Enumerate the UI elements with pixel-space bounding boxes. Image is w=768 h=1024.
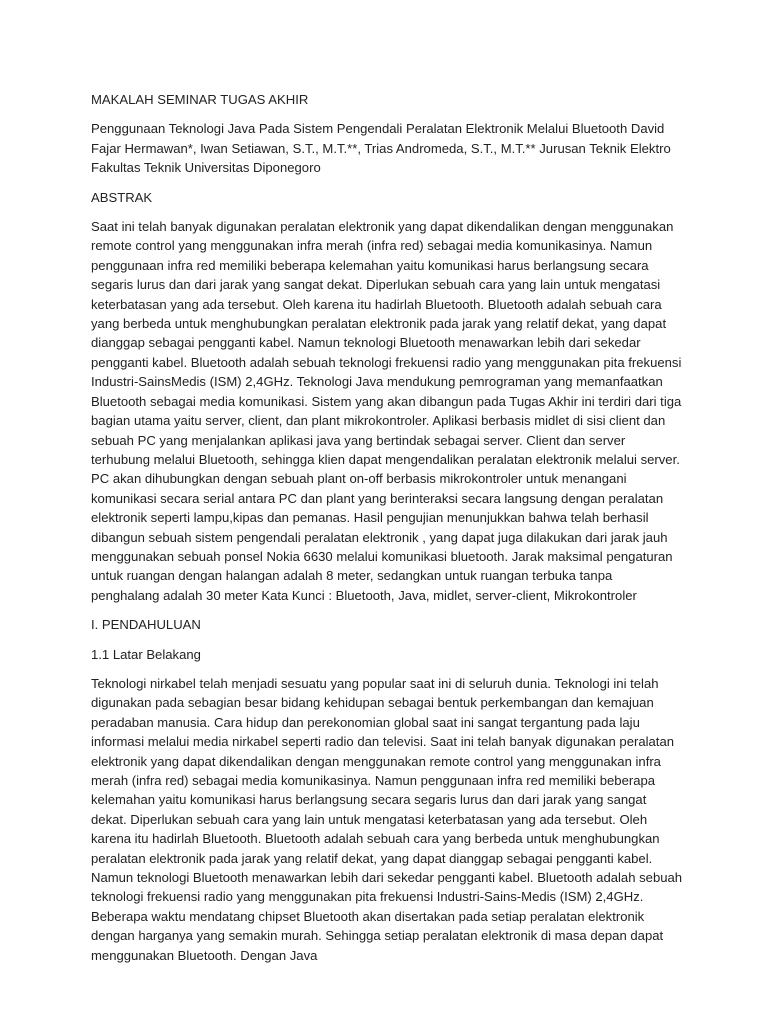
abstract-heading: ABSTRAK (91, 189, 153, 205)
subsection-heading: 1.1 Latar Belakang (91, 646, 201, 662)
section-heading: I. PENDAHULUAN (91, 617, 201, 633)
abstract-paragraph: Saat ini telah banyak digunakan peralatan elektronik yang dapat dikendalikan dengan menggunakan remote control yang menggunakan infra merah (infra red) sebagai media komunikasinya. Namun penggunaan infra red memiliki beberapa kelemahan yaitu komunikasi harus berlangsung secara segaris lurus dan dari jarak yang sangat dekat. Diperlukan sebuah cara yang lain untuk mengatasi keterbatasan yang ada tersebut. Oleh karena itu hadirlah Bluetooth. Bluetooth adalah sebuah cara yang berbeda untuk menghubungkan peralatan elektronik pada jarak yang relatif dekat, yang dapat dianggap sebagai pengganti kabel. Namun teknologi Bluetooth menawarkan lebih dari sekedar pengganti kabel. Bluetooth adalah sebuah teknologi frekuensi radio yang menggunakan pita frekuensi Industri-SainsMedis (ISM) 2,4GHz. Teknologi Java mendukung pemrograman yang memanfaatkan Bluetooth sebagai media komunikasi. Sistem yang akan dibangun pada Tugas Akhir ini terdiri dari tiga bagian utama yaitu server, client, dan plant mikrokontroler. Aplikasi berbasis midlet di sisi client dan sebuah PC yang menjalankan aplikasi java yang bertindak sebagai server. Client dan server terhubung melalui Bluetooth, sehingga klien dapat mengendalikan peralatan elektronik melalui server. PC akan dihubungkan dengan sebuah plant on-off berbasis mikrokontroler untuk menangani komunikasi secara serial antara PC dan plant yang berinteraksi secara langsung dengan peralatan elektronik seperti lampu,kipas dan pemanas. Hasil pengujian menunjukkan bahwa telah berhasil dibangun sebuah sistem pengendali peralatan elektronik , yang dapat juga dilakukan dari jarak jauh menggunakan sebuah ponsel Nokia 6630 melalui komunikasi bluetooth. Jarak maksimal pengaturan untuk ruangan dengan halangan adalah 8 meter, sedangkan untuk ruangan terbuka tanpa penghalang adalah 30 meter Kata Kunci : Bluetooth, Java, midlet, server-client, Mikrokontroler (91, 219, 682, 603)
intro-paragraph: Teknologi nirkabel telah menjadi sesuatu yang popular saat ini di seluruh dunia. Teknologi ini telah digunakan pada sebagian besar bidang kehidupan sebagai bentuk perkembangan dan kemajuan peradaban manusia. Cara hidup dan perekonomian global saat ini sangat tergantung pada laju informasi melalui media nirkabel seperti radio dan televisi. Saat ini telah banyak digunakan peralatan elektronik yang dapat dikendalikan dengan menggunakan remote control yang menggunakan infra merah (infra red) sebagai media komunikasinya. Namun penggunaan infra red memiliki beberapa kelemahan yaitu komunikasi harus berlangsung secara segaris lurus dan dari jarak yang sangat dekat. Diperlukan sebuah cara yang lain untuk mengatasi keterbatasan yang ada tersebut. Oleh karena itu hadirlah Bluetooth. Bluetooth adalah sebuah cara yang berbeda untuk menghubungkan peralatan elektronik pada jarak yang relatif dekat, yang dapat dianggap sebagai pengganti kabel. Namun teknologi Bluetooth menawarkan lebih dari sekedar pengganti kabel. Bluetooth adalah sebuah teknologi frekuensi radio yang menggunakan pita frekuensi Industri-Sains-Medis (ISM) 2,4GHz. Beberapa waktu mendatang chipset Bluetooth akan disertakan pada setiap peralatan elektronik dengan harganya yang semakin murah. Sehingga setiap peralatan elektronik di masa depan dapat menggunakan Bluetooth. Dengan Java (91, 675, 683, 963)
document-authors: Penggunaan Teknologi Java Pada Sistem Pengendali Peralatan Elektronik Melalui Bluetooth David Fajar Hermawan*, Iwan Setiawan, S.T., M.T.**, Trias Andromeda, S.T., M.T.** Jurusan Teknik Elektro Fakultas Teknik Universitas Diponegoro (91, 121, 671, 176)
document-title: MAKALAH SEMINAR TUGAS AKHIR (91, 92, 309, 107)
